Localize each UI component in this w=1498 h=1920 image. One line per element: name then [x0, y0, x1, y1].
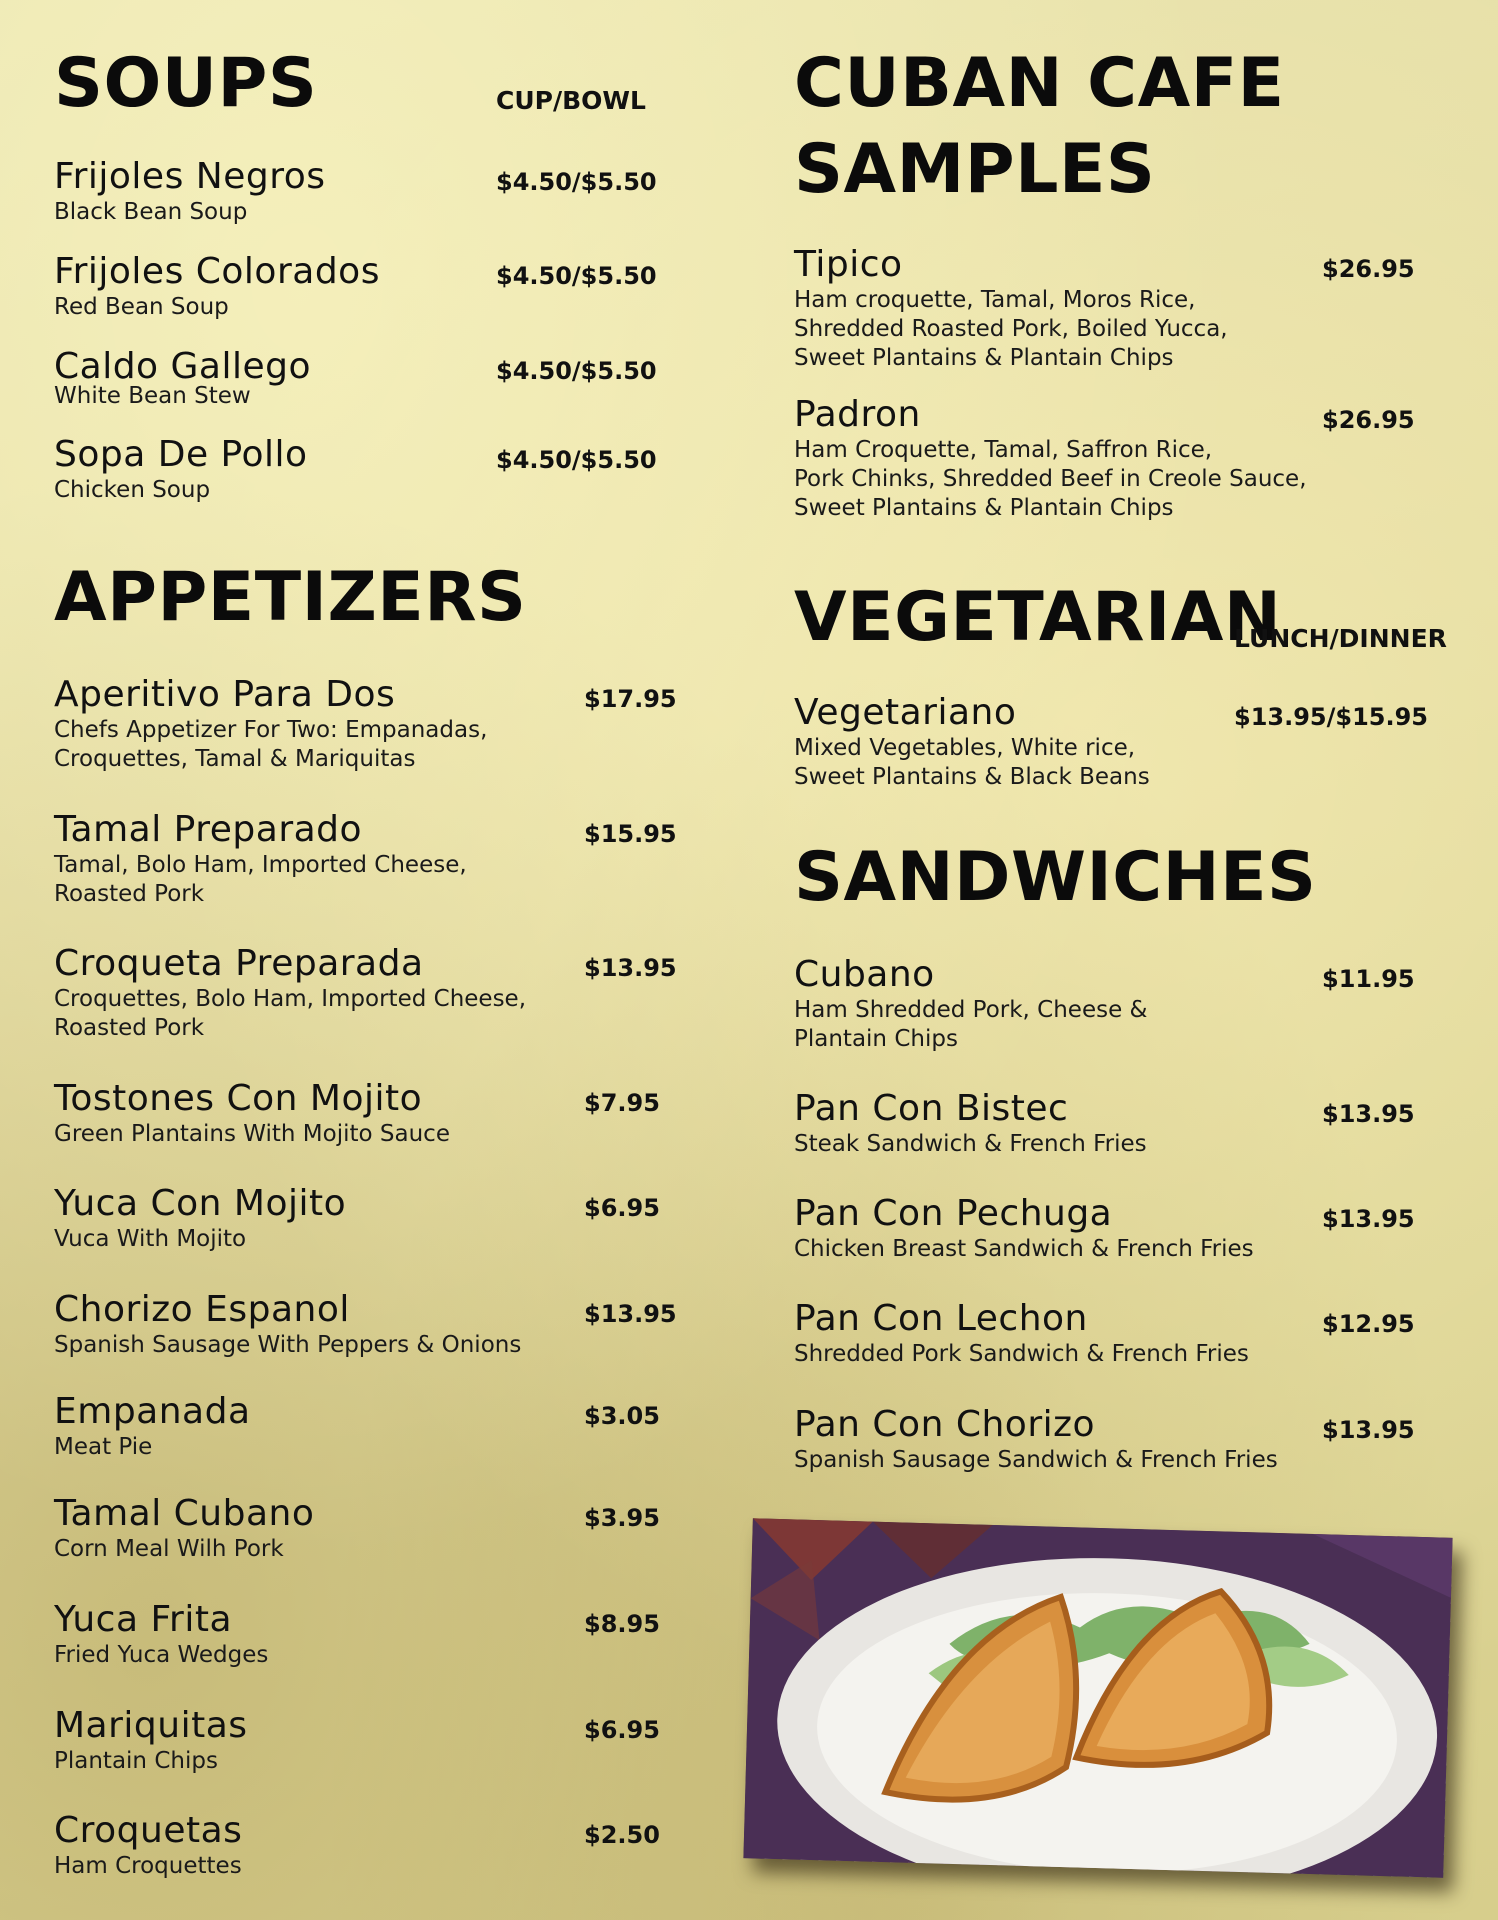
item-price: $4.50/$5.50 — [496, 262, 657, 290]
item-description: Spanish Sausage Sandwich & French Fries — [794, 1447, 1278, 1473]
samples-title-line1: CUBAN CAFE — [794, 44, 1285, 123]
menu-item — [54, 809, 467, 909]
item-price: $11.95 — [1322, 965, 1415, 993]
item-description: Fried Yuca Wedges — [54, 1642, 269, 1668]
item-name: Vegetariano — [794, 692, 1017, 733]
sandwiches-title: SANDWICHES — [794, 838, 1317, 917]
item-price: $13.95 — [584, 1300, 677, 1328]
item-name: Tamal Cubano — [54, 1493, 315, 1534]
item-price: $2.50 — [584, 1821, 660, 1849]
item-name: Yuca Con Mojito — [54, 1183, 347, 1224]
item-description: Black Bean Soup — [54, 199, 248, 225]
item-price: $26.95 — [1322, 406, 1415, 434]
menu-item — [54, 156, 326, 227]
item-price: $12.95 — [1322, 1310, 1415, 1338]
item-name: Yuca Frita — [54, 1599, 233, 1640]
item-name: Tamal Preparado — [54, 809, 363, 850]
item-name: Croquetas — [54, 1810, 243, 1851]
item-price: $13.95 — [1322, 1205, 1415, 1233]
menu-item — [54, 674, 487, 774]
item-name: Pan Con Bistec — [794, 1088, 1069, 1129]
vegetarian-title: VEGETARIAN — [794, 578, 1282, 657]
empanada-photo — [743, 1518, 1452, 1877]
item-description: Chicken Breast Sandwich & French Fries — [794, 1236, 1254, 1262]
item-price: $13.95 — [584, 954, 677, 982]
item-name: Tipico — [794, 244, 903, 285]
menu-item — [54, 943, 526, 1043]
item-name: Pan Con Pechuga — [794, 1193, 1113, 1234]
appetizers-title: APPETIZERS — [54, 558, 527, 637]
item-price: $6.95 — [584, 1716, 660, 1744]
item-name: Padron — [794, 394, 921, 435]
menu-item — [794, 394, 1307, 523]
item-price: $3.95 — [584, 1504, 660, 1532]
item-description: Shredded Pork Sandwich & French Fries — [794, 1341, 1249, 1367]
menu-item — [54, 251, 380, 322]
item-name: Cubano — [794, 954, 935, 995]
menu-item — [54, 1599, 268, 1670]
item-description: Chefs Appetizer For Two: Empanadas, Croquettes, Tamal & Mariquitas — [54, 717, 488, 772]
item-name: Mariquitas — [54, 1705, 248, 1746]
menu-item — [794, 954, 1147, 1054]
item-name: Caldo Gallego — [54, 346, 312, 387]
item-price: $3.05 — [584, 1402, 660, 1430]
item-description: Ham croquette, Tamal, Moros Rice, Shredded Roasted Pork, Boiled Yucca, Sweet Plantains & Plantain Chips — [794, 287, 1228, 371]
item-description: Steak Sandwich & French Fries — [794, 1131, 1147, 1157]
item-name: Empanada — [54, 1391, 251, 1432]
menu-item — [54, 1391, 251, 1462]
menu-item — [54, 1810, 242, 1881]
item-price: $17.95 — [584, 685, 677, 713]
empanada-illustration — [743, 1518, 1452, 1877]
item-description: Ham Shredded Pork, Cheese & Plantain Chips — [794, 997, 1148, 1052]
menu-item — [794, 1404, 1278, 1475]
menu-item — [54, 1493, 314, 1564]
item-name: Croqueta Preparada — [54, 943, 424, 984]
vegetarian-lunch-dinner-header: LUNCH/DINNER — [1234, 624, 1447, 653]
menu-item — [54, 346, 311, 411]
item-name: Pan Con Lechon — [794, 1298, 1088, 1339]
item-description: Green Plantains With Mojito Sauce — [54, 1121, 450, 1147]
item-description: Plantain Chips — [54, 1748, 218, 1774]
item-price: $26.95 — [1322, 255, 1415, 283]
menu-item — [54, 1183, 346, 1254]
item-description: Corn Meal Wilh Pork — [54, 1536, 284, 1562]
item-description: Vuca With Mojito — [54, 1226, 247, 1252]
soups-title: SOUPS — [54, 44, 318, 123]
menu-item — [54, 434, 308, 505]
samples-title-line2: SAMPLES — [794, 130, 1156, 209]
item-name: Frijoles Colorados — [54, 251, 380, 292]
menu-item — [54, 1289, 521, 1360]
item-name: Aperitivo Para Dos — [54, 674, 396, 715]
menu-item — [794, 1193, 1254, 1264]
soups-cup-bowl-header: CUP/BOWL — [496, 86, 646, 115]
item-description: Ham Croquette, Tamal, Saffron Rice, Pork Chinks, Shredded Beef in Creole Sauce, Sweet Plantains & Plantain Chips — [794, 437, 1307, 521]
item-name: Pan Con Chorizo — [794, 1404, 1096, 1445]
item-price: $6.95 — [584, 1194, 660, 1222]
item-description: Ham Croquettes — [54, 1853, 242, 1879]
item-description: Mixed Vegetables, White rice, Sweet Plantains & Black Beans — [794, 735, 1150, 790]
item-price: $13.95 — [1322, 1416, 1415, 1444]
menu-item — [794, 1088, 1147, 1159]
item-price: $4.50/$5.50 — [496, 357, 657, 385]
item-name: Sopa De Pollo — [54, 434, 308, 475]
item-description: Tamal, Bolo Ham, Imported Cheese, Roasted Pork — [54, 852, 467, 907]
menu-item — [54, 1705, 248, 1776]
item-description: Meat Pie — [54, 1434, 153, 1460]
item-description: Croquettes, Bolo Ham, Imported Cheese, Roasted Pork — [54, 986, 527, 1041]
menu-item — [794, 1298, 1249, 1369]
item-description: Chicken Soup — [54, 477, 211, 503]
menu-item — [794, 244, 1228, 373]
menu-item — [54, 1078, 450, 1149]
item-price: $13.95/$15.95 — [1234, 703, 1428, 731]
item-name: Tostones Con Mojito — [54, 1078, 423, 1119]
item-description: Spanish Sausage With Peppers & Onions — [54, 1332, 522, 1358]
item-price: $7.95 — [584, 1089, 660, 1117]
item-price: $15.95 — [584, 820, 677, 848]
menu-item — [794, 692, 1150, 792]
item-price: $4.50/$5.50 — [496, 168, 657, 196]
item-name: Chorizo Espanol — [54, 1289, 350, 1330]
item-name: Frijoles Negros — [54, 156, 326, 197]
item-description: White Bean Stew — [54, 383, 251, 409]
item-description: Red Bean Soup — [54, 294, 229, 320]
item-price: $13.95 — [1322, 1100, 1415, 1128]
item-price: $8.95 — [584, 1610, 660, 1638]
item-price: $4.50/$5.50 — [496, 446, 657, 474]
